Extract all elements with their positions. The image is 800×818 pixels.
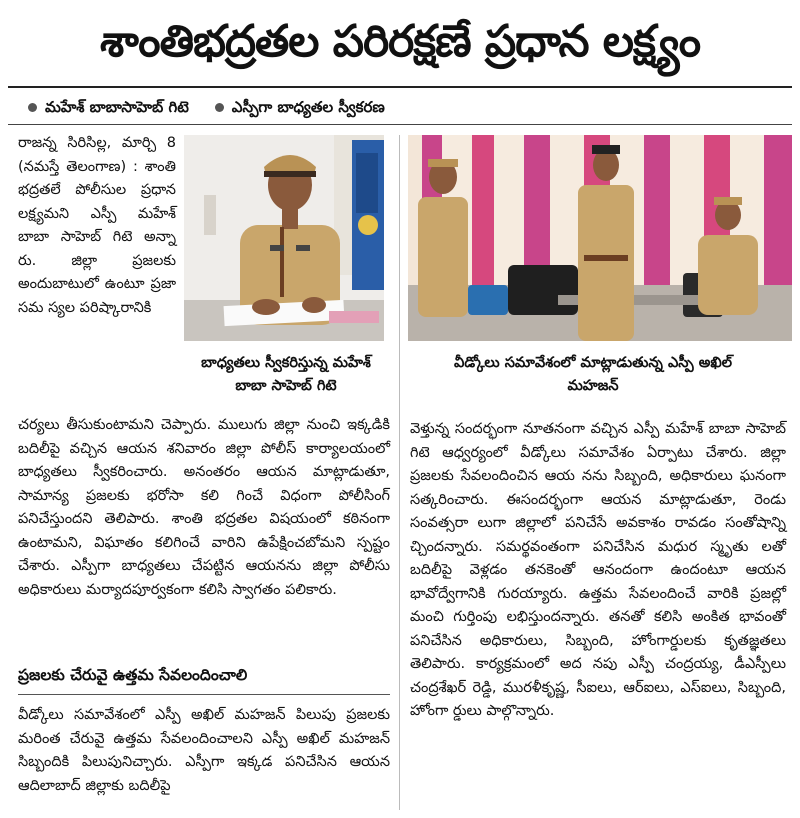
article-body-left-2: వీడ్కోలు సమావేశంలో ఎస్పీ అఖిల్ మహజన్ పిలుపు ప్రజలకు మరింత చేరువై ఉత్తమ సేవలందించాలని ఎస్పీ అఖిల్ మహజన్ సిబ్బందికి పిలుపునిచ్చారు. ఎస్పీగా ఇక్కడ పనిచేసిన ఆయన ఆదిలాబాద్ జిల్లాకు బదిలీపై — [18, 707, 390, 794]
subhead-2: ఎస్పీగా బాధ్యతల స్వీకరణ — [231, 98, 385, 116]
section-rule — [18, 694, 390, 695]
subheads-row — [28, 98, 385, 120]
article-body-right: వెళ్తున్న సందర్భంగా నూతనంగా వచ్చిన ఎస్పీ మహేశ్ బాబా సాహెబ్ గిటె ఆధ్వర్యంలో వీడ్కోలు సమావేశం ఏర్పాటు చేశారు. జిల్లా ప్రజలకు సేవలందించిన ఆయ నను సిబ్బంది, అధికారులు ఘనంగా సత్కరించారు. ఈసందర్భంగా ఆయన మాట్లాడుతూ, రెండు సంవత్సరా లుగా జిల్లాలో పనిచేసే అవకాశం రావడం సంతోషాన్ని చ్చిందన్నారు. సమర్థవంతంగా పనిచేసిన మధుర స్మృతు లతో బదిలీపై వెళ్లడం తనకెంతో ఆనందంగా ఉందంటూ ఆయన భావోద్వేగానికి గురయ్యారు. ఉత్తమ సేవలందించే వారికి ప్రజల్లో మంచి గుర్తింపు లభిస్తుందన్నారు. తనతో కలిసి అంకిత భావంతో పనిచేసిన అధికారులు, సిబ్బంది, హోంగార్డులకు కృతజ్ఞతలు తెలిపారు. కార్యక్రమంలో అద నపు ఎస్పీ చంద్రయ్య, డీఎస్పీలు చంద్రశేఖర్ రెడ్డి, మురళీకృష్ణ, సీఐలు, ఆర్‌ఐలు, ఎస్‌ఐలు, సిబ్బంది, హోంగా ర్డులు పాల్గొన్నారు. — [410, 421, 786, 719]
photo1-caption: బాధ్యతలు స్వీకరిస్తున్న మహేశ్ బాబా సాహెబ్ గిటె — [201, 355, 371, 394]
bullet-icon — [28, 103, 37, 112]
article-intro: రాజన్న సిరిసిల్ల, మార్చి 8 (నమస్తే తెలంగాణ) : శాంతి భద్రతలే పోలీసుల ప్రధాన లక్ష్యమని ఎస్పీ మహేశ్ బాబా సాహెబ్ గిటె అన్నా రు. జిల్లా ప్రజలకు అందుబాటులో ఉంటూ ప్రజా సమ స్యల పరిష్కారానికి — [18, 135, 176, 316]
article-body-left: చర్యలు తీసుకుంటామని చెప్పారు. ములుగు జిల్లా నుంచి ఇక్కడికి బదిలీపై వచ్చిన ఆయన శనివారం జిల్లా పోలీస్ కార్యాలయంలో బాధ్యతలు స్వీకరించారు. అనంతరం ఆయన మాట్లాడుతూ, సామాన్య ప్రజలకు భరోసా కలి గించే విధంగా పోలీసింగ్ పనిచేస్తుందని తెలిపారు. శాంతి భద్రతల విషయంలో కఠినంగా ఉంటామని, విఘాతం కలిగించే వారిని ఉపేక్షించబోమని స్పష్టం చేశారు. ఎస్పీగా బాధ్యతలు చేపట్టిన ఆయనను జిల్లా పోలీసు అధికారులు మర్యాదపూర్వకంగా కలిసి స్వాగతం పలికారు. — [18, 417, 390, 598]
headline-rule — [8, 86, 792, 88]
headline: శాంతిభద్రతల పరిరక్షణే ప్రధాన లక్ష్యం — [99, 16, 701, 67]
photo-farewell-meeting — [408, 135, 792, 341]
photo2-caption: వీడ్కోలు సమావేశంలో మాట్లాడుతున్న ఎస్పీ అఖిల్ మహజన్ — [454, 355, 732, 394]
subhead-1: మహేశ్ బాబాసాహెబ్ గిటె — [45, 98, 189, 116]
section-heading: ప్రజలకు చేరువై ఉత్తమ సేవలందించాలి — [18, 666, 248, 684]
subhead-rule — [8, 124, 792, 125]
photo-sp-taking-charge — [184, 135, 384, 341]
bullet-icon — [215, 103, 224, 112]
column-divider — [399, 135, 400, 810]
